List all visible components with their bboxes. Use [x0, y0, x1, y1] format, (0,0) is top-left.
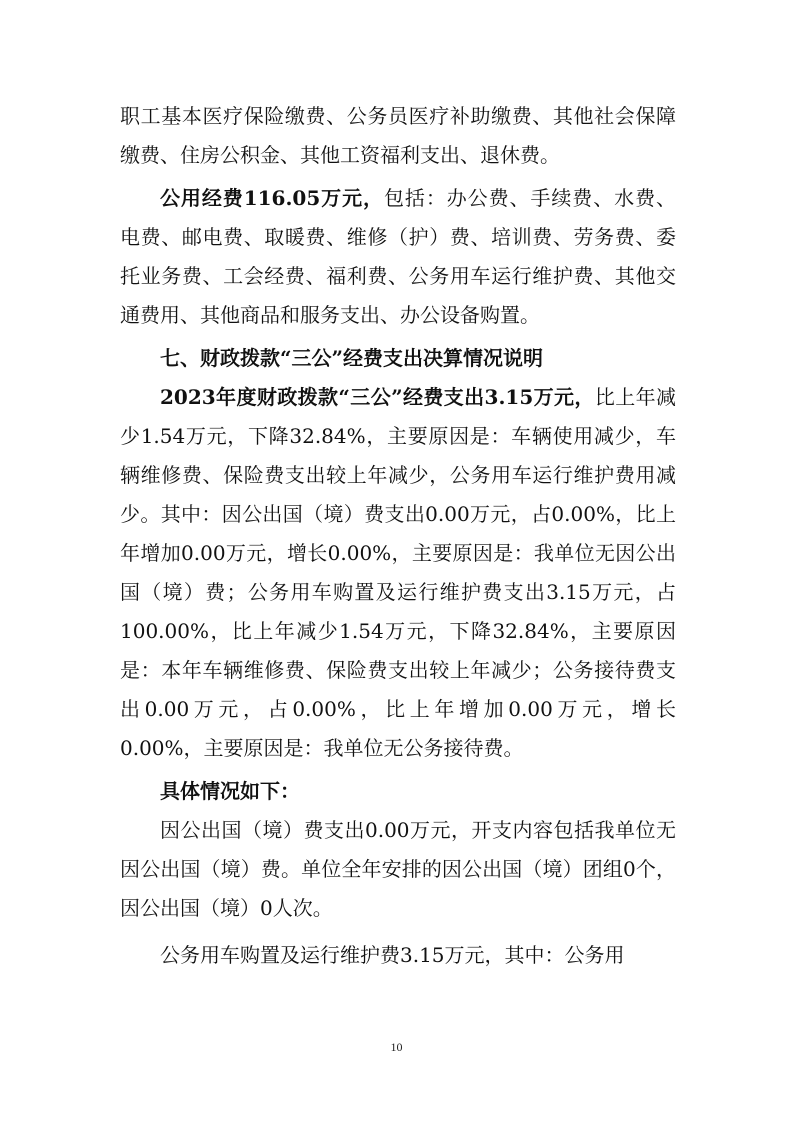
- public-expenses-detail: 包括：办公费、手续费、水费、电费、邮电费、取暖费、维修（护）费、培训费、劳务费、委托业务费、工会经费、福利费、公务用车运行维护费、其他交通费用、其他商品和服务支出、办公设备购置。: [120, 186, 677, 327]
- detail-heading: 具体情况如下：: [160, 779, 300, 803]
- body-text-top: [120, 97, 676, 975]
- paragraph-public-expenses: [120, 179, 676, 335]
- public-expenses-lead: 公用经费116.05万元，: [160, 186, 384, 210]
- paragraph-vehicle-expenses: 公务用车购置及运行维护费3.15万元，其中：公务用: [160, 943, 625, 967]
- three-public-detail: 比上年减少1.54万元，下降32.84%，主要原因是：车辆使用减少，车辆维修费、保险费支出较上年减少，公务用车运行维护费用减少。其中：因公出国（境）费支出0.00万元，占0.00%，比上年增加0.00万元，增长0.00%，主要原因是：我单位无因公出国（境）费；公务用车购置及运行维护费支出3.15万元，占100.00%，比上年减少1.54万元，下降32.84%，主要原因是：本年车辆维修费、保险费支出较上年减少；公务接待费支出0.00万元，占0.00%，比上年增加0.00万元，增长0.00%，主要原因是：我单位无公务接待费。: [120, 385, 677, 760]
- paragraph-overseas-expenses: 因公出国（境）费支出0.00万元，开支内容包括我单位无因公出国（境）费。单位全年安排的因公出国（境）团组0个，因公出国（境）0人次。: [120, 818, 676, 920]
- paragraph-personnel-expenses: 职工基本医疗保险缴费、公务员医疗补助缴费、其他社会保障缴费、住房公积金、其他工资福利支出、退休费。: [120, 104, 676, 167]
- section-heading-three-public: 七、财政拨款“三公”经费支出决算情况说明: [160, 346, 544, 370]
- three-public-lead: 2023年度财政拨款“三公”经费支出3.15万元，: [160, 385, 595, 409]
- paragraph-three-public-summary: [120, 378, 676, 768]
- page-number: 10: [390, 1040, 403, 1054]
